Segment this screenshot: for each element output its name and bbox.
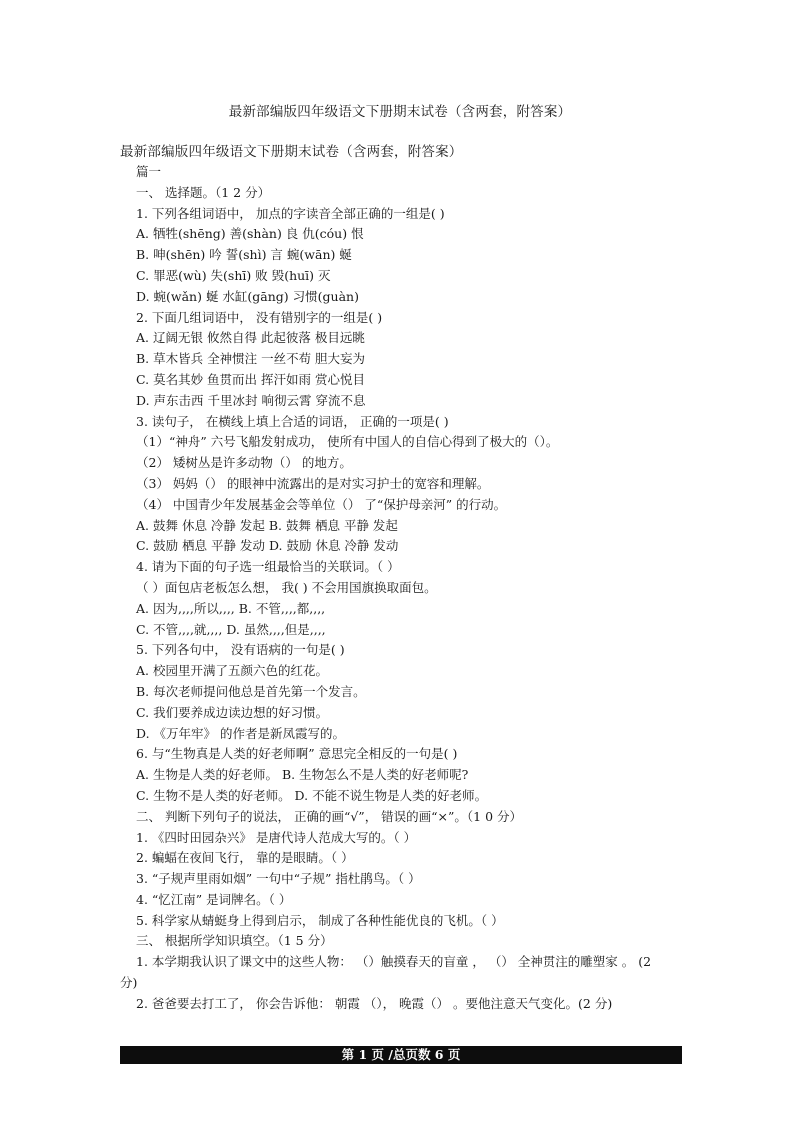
exam-line: 分) — [120, 975, 138, 991]
page-header-title: 最新部编版四年级语文下册期末试卷（含两套，附答案） — [228, 104, 572, 120]
exam-line: C. 生物不是人类的好老师。 D. 不能不说生物是人类的好老师。 — [136, 787, 488, 803]
exam-line: 三、 根据所学知识填空。（1 5 分） — [136, 933, 333, 949]
exam-line: 1. 本学期我认识了课文中的这些人物： （）触摸春天的盲童 ， （） 全神贯注的雕塑家 。 (2 — [136, 954, 652, 970]
exam-line: 4. “忆江南” 是词牌名。（ ） — [136, 891, 292, 907]
exam-line: 5. 科学家从蜻蜓身上得到启示， 制成了各种性能优良的飞机。（ ） — [136, 912, 504, 928]
exam-line: B. 草木皆兵 全神惯注 一丝不苟 胆大妄为 — [136, 351, 366, 367]
exam-line: 2. 下面几组词语中， 没有错别字的一组是( ) — [136, 309, 383, 325]
exam-line: C. 我们要养成边读边想的好习惯。 — [136, 704, 329, 720]
exam-line: （ ）面包店老板怎么想， 我( ) 不会用国旗换取面包。 — [136, 579, 437, 595]
exam-line: 4. 请为下面的句子选一组最恰当的关联词。（ ） — [136, 559, 400, 575]
exam-line: A. 校园里开满了五颜六色的红花。 — [136, 663, 328, 679]
exam-line: C. 鼓励 栖息 平静 发动 D. 鼓励 休息 冷静 发动 — [136, 538, 399, 554]
exam-line: 一、 选择题。（1 2 分） — [136, 184, 271, 200]
exam-line: C. 莫名其妙 鱼贯而出 挥汗如雨 赏心悦目 — [136, 371, 365, 387]
exam-line: D. 蜿(wǎn) 蜒 水缸(gāng) 习惯(guàn) — [136, 288, 359, 304]
page-number-label: 第 1 页 /总页数 6 页 — [341, 1047, 461, 1062]
exam-line: 3. “子规声里雨如烟” 一句中“子规” 指杜鹃鸟。（ ） — [136, 871, 421, 887]
exam-line: B. 呻(shēn) 吟 誓(shì) 言 蜿(wān) 蜒 — [136, 247, 352, 263]
exam-line: D. 声东击西 千里冰封 响彻云霄 穿流不息 — [136, 392, 366, 408]
exam-line: （1）“神舟” 六号飞船发射成功， 使所有中国人的自信心得到了极大的（）。 — [136, 434, 559, 450]
exam-line: A. 鼓舞 休息 冷静 发起 B. 鼓舞 栖息 平静 发起 — [136, 517, 398, 533]
exam-line: 2. 蝙蝠在夜间飞行， 靠的是眼睛。（ ） — [136, 850, 354, 866]
exam-line: A. 生物是人类的好老师。 B. 生物怎么不是人类的好老师呢? — [136, 767, 469, 783]
exam-line: 3. 读句子， 在横线上填上合适的词语， 正确的一项是( ) — [136, 413, 449, 429]
exam-line: D. 《万年牢》 的作者是新凤霞写的。 — [136, 725, 345, 741]
exam-line: 篇一 — [136, 164, 162, 179]
exam-line: 2. 爸爸要去打工了， 你会告诉他： 朝霞 （）， 晚霞（） 。要他注意天气变化。(2 分) — [136, 995, 613, 1011]
exam-line: A. 辽阔无银 攸然自得 此起彼落 极目远眺 — [136, 330, 365, 346]
exam-line: B. 每次老师提问他总是首先第一个发言。 — [136, 683, 366, 699]
page-footer — [120, 1046, 682, 1064]
exam-line: 6. 与“生物真是人类的好老师啊” 意思完全相反的一句是( ) — [136, 746, 458, 762]
exam-line: 5. 下列各句中， 没有语病的一句是( ) — [136, 642, 345, 658]
exam-line: （2） 矮树丛是许多动物（） 的地方。 — [136, 455, 352, 471]
exam-line: 二、 判断下列句子的说法， 正确的画“√”， 错误的画“×”。（1 0 分） — [136, 808, 523, 824]
exam-line: A. 因为,,,,所以,,,, B. 不管,,,,都,,,, — [136, 600, 326, 616]
exam-content — [120, 162, 700, 1015]
exam-line: （3） 妈妈（） 的眼神中流露出的是对实习护士的宽容和理解。 — [136, 475, 490, 491]
exam-line: A. 牺牲(shēng) 善(shàn) 良 仇(cóu) 恨 — [136, 226, 364, 242]
exam-line: C. 不管,,,,就,,,, D. 虽然,,,,但是,,,, — [136, 621, 326, 637]
document-title: 最新部编版四年级语文下册期末试卷（含两套，附答案） — [120, 144, 463, 160]
exam-line: 1. 下列各组词语中， 加点的字读音全部正确的一组是( ) — [136, 205, 445, 221]
exam-line: 1. 《四时田园杂兴》 是唐代诗人范成大写的。（ ） — [136, 829, 417, 845]
exam-line: C. 罪恶(wù) 失(shī) 败 毁(huī) 灭 — [136, 267, 331, 283]
exam-line: （4） 中国青少年发展基金会等单位（） 了“保护母亲河” 的行动。 — [136, 496, 507, 512]
